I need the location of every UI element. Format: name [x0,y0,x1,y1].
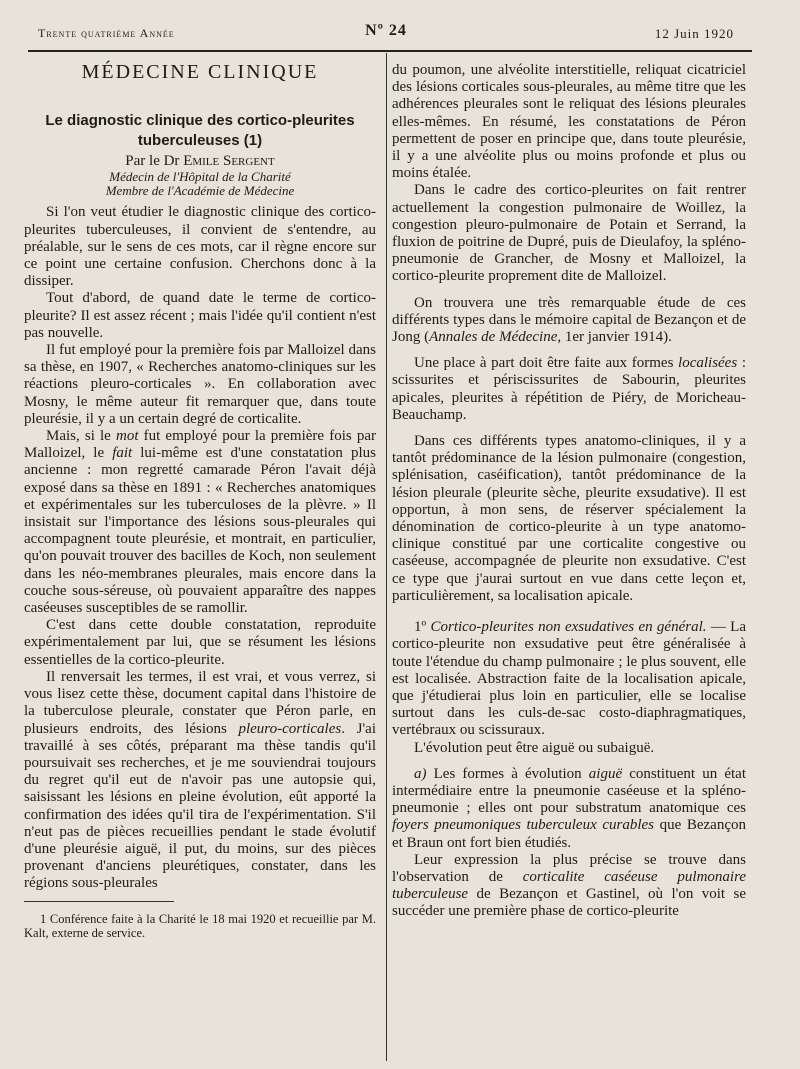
paragraph [24,428,376,617]
paragraph [392,766,746,852]
italic-text: localisées [678,355,738,372]
text-run: fut employé pour la première fois par Malloizel, le [24,428,376,462]
header-rule [28,50,752,52]
text-run: : scissurites et périscissurites de Sabourin, pleurites apicales, pleurites à répétition de Piéry, de Moricheau-Beauchamp. [392,355,746,423]
text-run: On trouvera une très remarquable étude de ces différents types dans le mémoire capital de Bezançon et de Jong ( [392,294,746,346]
affiliation-1: Médecin de l'Hôpital de la Charité [109,169,291,185]
volume-label: Trente quatrième Année [38,26,175,40]
paragraph: du poumon, une alvéolite interstitielle, reliquat cicatriciel des lésions corticales sous-pleurales, au même titre que les adhérences pleurales sont le reliquat des lésions pleurales elles-mêmes. En résumé, les constatations de Péron permettent de poser en principe que, dans toute pleurésie, il y a une alvéolite plus ou moins profonde et plus ou moins étalée. [392,62,746,182]
text-run: de Bezançon et Gastinel, où l'on voit se succéder une première phase de cortico-pleurite [392,886,746,920]
paragraph: Il fut employé pour la première fois par Malloizel dans sa thèse, en 1907, « Recherches anatomo-cliniques sur les réactions pleuro-corticales ». En collaboration avec Mosny, le même auteur fit remarquer que, dans toute pleurésie, il y a un certain degré de corticalite. [24,342,376,427]
paragraph [392,355,746,424]
italic-text: fait [112,445,133,462]
byline [24,153,376,170]
paragraph [392,852,746,921]
footnote-rule [24,901,174,902]
italic-text: Cortico-pleurites non exsudatives en général. [430,619,707,636]
text-run: . J'ai travaillé à ses côtés, préparant ma thèse tandis qu'il poursuivait ses recherches, et je me souviendrai toujours du regret qu'il eut de n'avoir pas une autopsie qui, saisissant les lésions en pleine évolution, eût apporté la confirmation des idées qu'il tira de l'expérimentation. S'il n'eut pas de pièces recueillies pendant le stade évolutif d'une pleurésie aiguë, il put, du moins, sur des pièces provenant d'anciens pleurétiques, constater, dans les régions sous-pleurales [24,720,376,892]
italic-text: Annales de Médecine [429,329,558,346]
section-title: MÉDECINE CLINIQUE [81,61,319,83]
paragraph: Tout d'abord, de quand date le terme de cortico-pleurite? Il est assez récent ; mais l'idée qu'il contient n'est pas nouvelle. [24,290,376,341]
italic-text: mot [115,428,139,445]
paragraph: Dans le cadre des cortico-pleurites on fait rentrer actuellement la congestion pulmonaire de Woillez, la congestion pleuro-pulmonaire de Potain et Serrand, la fluxion de poitrine de Dupré, puis de Dieulafoy, la spléno-pneumonie de Grancher, de Mosny et Malloizel, la cortico-pleurite proprement dite de Malloizel. [392,182,746,285]
article-title-line1: Le diagnostic clinique des cortico-pleurites [45,112,355,130]
paragraph: Dans ces différents types anatomo-cliniques, il y a tantôt prédominance de la lésion pulmonaire (congestion, splénisation, caséification), tantôt prédominance de la lésion pleurale (pleurite sèche, pleurite exsudative). Il est opportun, à mon sens, de réserver spécialement la dénomination de cortico-pleurite à un type anatomo-clinique constitué par une corticalite congestive ou caséeuse, accompagnée de pleurite non exsudative. C'est ce type que j'aurai surtout en vue dans cette leçon et, particulièrement, sa localisation apicale. [392,433,746,604]
text-run: Une place à part doit être faite aux formes [414,355,679,372]
byline-prefix: Par le Dr [125,153,180,170]
paragraph: L'évolution peut être aiguë ou subaiguë. [414,739,655,756]
paragraph [392,295,746,347]
italic-text: a) [414,765,434,782]
text-run: , 1er janvier 1914). [557,329,672,346]
right-column [392,62,746,921]
paragraph [24,669,376,893]
italic-text: pleuro-corticales [238,720,342,737]
italic-text: aiguë [588,765,623,782]
article-title [24,111,376,151]
text-run: — La cortico-pleurite non exsudative peut être généralisée à toute l'étendue du champ pulmonaire ; le plus souvent, elle est localisée. Abstraction faite de la localisation apicale, que j'étudierai plus loin en particulier, elle se localise surtout dans les culs-de-sac costo-diaphragmatiques, vertébraux ou scissuraux. [392,619,746,739]
author-name: Emile Sergent [183,153,275,170]
article-title-line2: tuberculeuses (1) [137,132,263,150]
italic-text: foyers pneumoniques tuberculeux curables [392,817,655,834]
text-run: Leur expression la plus précise se trouve dans l'observation de [392,851,746,885]
text-run: que Bezançon et Braun ont fort bien étudiés. [392,817,747,851]
paragraph: C'est dans cette double constatation, reproduite expérimentalement par lui, que se résument les lésions essentielles de la cortico-pleurite. [24,617,376,668]
paragraph: Si l'on veut étudier le diagnostic clinique des cortico-pleurites tuberculeuses, il convient de s'entendre, au préalable, sur le sens de ces mots, car il règne encore sur ce point une certaine confusion. Cherchons donc à la dissiper. [24,204,376,290]
text-run: Mais, si le [46,428,116,445]
paragraph [392,619,746,739]
italic-text: corticalite caséeuse pulmonaire tuberculeuse [392,868,747,903]
left-column [24,62,376,940]
footnote: 1 Conférence faite à la Charité le 18 mai 1920 et recueillie par M. Kalt, externe de service. [24,911,376,940]
affiliation-2: Membre de l'Académie de Médecine [105,183,295,199]
column-divider [386,53,387,1061]
text-run: 1º [414,619,431,636]
issue-date: 12 Juin 1920 [654,26,734,41]
text-run: Il renversait les termes, il est vrai, et vous verrez, si vous lisez cette thèse, document capital dans l'histoire de la tuberculose pleurale, constater que Péron parle, en plusieurs endroits, des lésions [24,668,376,737]
page-header [38,22,734,44]
text-run: constituent un état intermédiaire entre la pneumonie caséeuse et la spléno-pneumonie ; elles ont pour substratum anatomique ces [392,765,746,817]
issue-number: Nº 24 [365,22,407,39]
text-run: lui-même est d'une constatation plus ancienne : mon regretté camarade Péron l'avait déjà exposé dans sa thèse en 1891 : « Recherches anatomiques et expérimentales sur les tuberculoses de la plèvre. » Il insistait sur l'importance des lésions sous-pleurales qui accompagnent toute pleurésie, et montrait, en particulier, qu'on pouvait trouver des bacilles de Koch, non seulement dans les néo-membranes pleurales, mais encore dans la couche sous-séreuse, où pouvaient apparaître des nappes caséeuses susceptibles de se ramollir. [24,445,376,617]
text-run: Les formes à évolution [433,765,589,782]
